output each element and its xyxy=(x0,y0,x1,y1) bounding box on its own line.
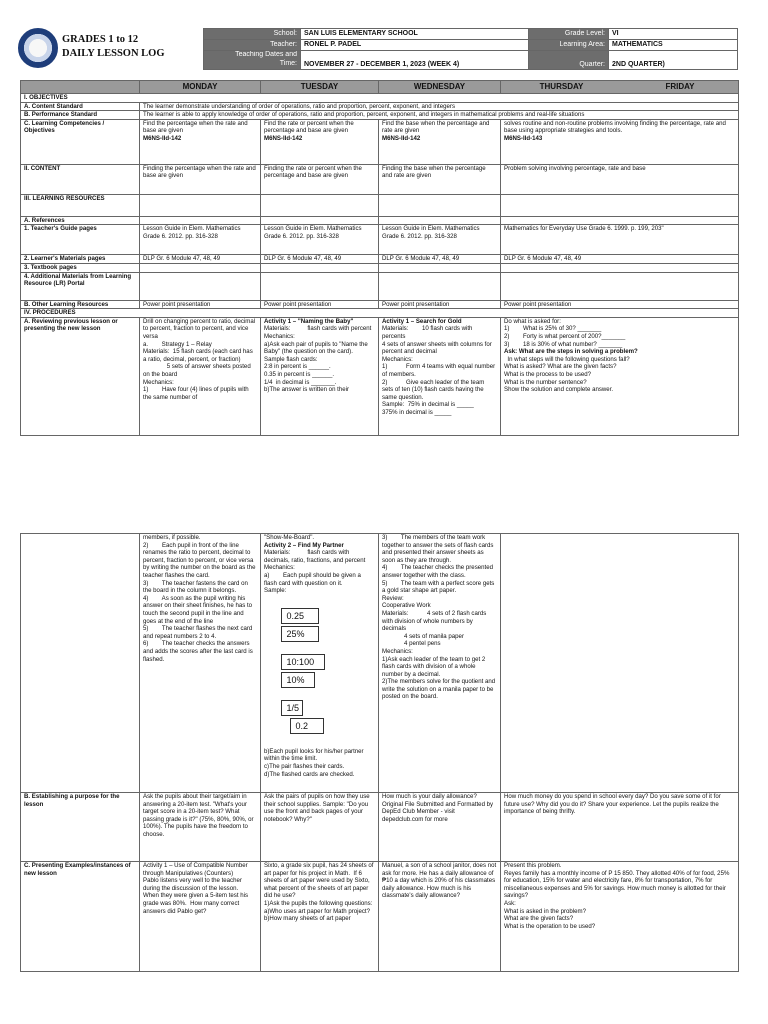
review-thu-line: What is the process to be used? xyxy=(504,370,592,378)
review-mon-cont-line: 6) The teacher checks the answers and adds the scores after the last card is flashed. xyxy=(143,640,255,663)
flash-card: 1/5 xyxy=(281,700,303,716)
olr-thursday: Power point presentation xyxy=(501,300,739,309)
review-wed-line: 375% in decimal is _____ xyxy=(382,408,452,416)
lm-tuesday: DLP Gr. 6 Module 47, 48, 49 xyxy=(261,255,379,264)
content-monday: Finding the percentage when the rate and base are given xyxy=(140,164,261,194)
flash-card: 0.2 xyxy=(290,718,324,734)
presenting-examples-label: C. Presenting Examples/instances of new lesson xyxy=(21,862,140,972)
flash-card: 10% xyxy=(281,672,315,688)
review-mon-line: Drill on changing percent to ratio, decimal to percent, fraction to percent, and vice versa xyxy=(143,317,257,340)
review-tue-cont-line: Sample: xyxy=(264,587,287,595)
review-monday-cont xyxy=(140,534,261,793)
review-tue-title: Activity 1 – "Naming the Baby" xyxy=(264,317,354,325)
corner-cell xyxy=(21,81,140,94)
day-thu-fri xyxy=(501,81,739,94)
continued-label-cell xyxy=(21,534,140,793)
olr-monday: Power point presentation xyxy=(140,300,261,309)
other-resources-label: B. Other Learning Resources xyxy=(21,300,140,309)
lc-monday-text: Find the percentage when the rate and base are given xyxy=(143,119,248,135)
review-mon-line: Mechanics: xyxy=(143,378,174,386)
activity2-title: Activity 2 – Find My Partner xyxy=(264,541,344,549)
review-mon-line: 1) Have four (4) lines of pupils with the same number of xyxy=(143,386,251,401)
review-tue-cont-line: d)The flashed cards are checked. xyxy=(264,770,355,778)
review-tue-cont-line: Mechanics: xyxy=(264,564,295,572)
review-wed-line: 1) Form 4 teams with equal number of members. xyxy=(382,363,497,378)
present-wednesday: Manuel, a son of a school janitor, does not ask for more. He has a daily allowance of ₱10 a day which is 20% of his classmates daily allowance. How much is his classmate's daily allowance? xyxy=(379,862,501,972)
review-wed-cont-line: 1)Ask each leader of the team to get 2 flash cards with division of a whole number by a decimal. xyxy=(382,655,488,678)
flash-card: 10:100 xyxy=(281,654,325,670)
day-friday: FRIDAY xyxy=(665,82,695,91)
teacher-value: RONEL P. PADEL xyxy=(301,40,529,51)
present-thursday xyxy=(501,862,739,972)
review-tuesday xyxy=(261,317,379,435)
review-tue-line: Mechanics: xyxy=(264,332,295,340)
school-value: SAN LUIS ELEMENTARY SCHOOL xyxy=(301,29,529,40)
grade-label: Grade Level: xyxy=(529,29,609,40)
day-monday: MONDAY xyxy=(140,81,261,94)
present-thursday-text: Present this problem. Reyes family has a monthly income of P 15 850. They allotted 40% of for food, 25% for education, 15% for water and electricity fare, 8% for transportation, 7% for miscellaneous expenses and 5% for savings. How much money is allotted for their savings? Ask: What is asked in the problem? What are the given facts? What is the operation to be used? xyxy=(504,862,730,930)
review-wed-cont-line: Review: xyxy=(382,594,404,602)
lc-thursday-text: solves routine and non-routine problems involving finding the percentage, rate and base using appropriate strategies and tools. xyxy=(504,119,726,135)
flash-card: 0.25 xyxy=(281,608,319,624)
review-tue-line: Materials: flash cards with percent xyxy=(264,325,372,333)
review-wed-line: Materials: 10 flash cards with percents xyxy=(382,325,475,340)
learning-competencies-label: C. Learning Competencies / Objectives xyxy=(21,119,140,164)
doc-title-line2: DAILY LESSON LOG xyxy=(62,48,165,59)
procedures-heading: IV. PROCEDURES xyxy=(21,309,739,318)
review-thu-line: Show the solution and complete answer. xyxy=(504,386,614,394)
quarter-value: 2ND QUARTER) xyxy=(609,51,738,70)
flash-card: 25% xyxy=(281,626,319,642)
deped-seal-logo xyxy=(18,28,58,68)
content-thursday: Problem solving involving percentage, rate and base xyxy=(501,164,739,194)
performance-standard-text: The learner is able to apply knowledge of order of operations, ratio and proportion, percent, exponent, and integers in mathematical problems and real-life situations xyxy=(140,111,739,120)
review-wed-cont-line: 4) The teacher checks the presented answer together with the class. xyxy=(382,564,495,579)
lm-wednesday: DLP Gr. 6 Module 47, 48, 49 xyxy=(379,255,501,264)
review-tue-cont-line: b)Each pupil looks for his/her partner within the time limit. xyxy=(264,747,366,763)
day-thursday: THURSDAY xyxy=(539,82,584,91)
review-mon-cont-line: members, if possible. xyxy=(143,534,201,541)
review-mon-cont-line: 3) The teacher fastens the card on the board in the column it belongs. xyxy=(143,579,250,595)
review-tue-line: 0.35 in percent is ______. xyxy=(264,370,335,378)
review-tue-line: 1/4 in decimal is _______. xyxy=(264,378,337,386)
review-tue-line: b)The answer is written on their xyxy=(264,386,350,394)
grade-value: VI xyxy=(609,29,738,40)
review-wed-line: Sample: 75% in decimal is _____ xyxy=(382,401,474,409)
learning-resources-label: III. LEARNING RESOURCES xyxy=(21,194,140,216)
review-thu-line: Do what is asked for: xyxy=(504,317,561,325)
references-label: A. References xyxy=(21,216,140,225)
review-wed-cont-line: 3) The members of the team work together to answer the sets of flash cards and presented their answer sheets as soon as they are through. xyxy=(382,534,496,564)
present-tuesday xyxy=(261,862,379,972)
lesson-log-table-page2 xyxy=(20,533,739,972)
lesson-log-table-page1 xyxy=(20,80,739,436)
review-mon-cont-line: 2) Each pupil in front of the line renames the ratio to percent, decimal to percent, fraction to percent, or vice versa by writing the number on the board as the teacher flashes the card. xyxy=(143,541,258,579)
tg-tuesday: Lesson Guide in Elem. Mathematics Grade 6. 2012. pp. 316-328 xyxy=(261,225,379,255)
present-monday-text: Activity 1 – Use of Compatible Number through Manipulatives (Counters) Pablo listens very well to the teacher during the discussion of the lesson. When they were given a 5-item test his grade was 80%. How many correct answers did Pablo get? xyxy=(143,862,248,915)
review-tue-line: a)Ask each pair of pupils to "Name the Baby" (the question on the card). xyxy=(264,340,370,356)
area-label: Learning Area: xyxy=(529,40,609,51)
review-thu-ask: Ask: What are the steps in solving a problem? xyxy=(504,348,638,356)
lm-thursday: DLP Gr. 6 Module 47, 48, 49 xyxy=(501,255,739,264)
purpose-thursday: How much money do you spend in school every day? Do you save some of it for future use? Why did you do it? Share your experience. Let the pupils realize the importance of being thrifty. xyxy=(501,793,739,862)
review-wed-line: Mechanics: xyxy=(382,355,413,363)
review-mon-line: 5 sets of answer sheets posted on the board xyxy=(143,363,253,378)
dates-label-line1: Teaching Dates and xyxy=(235,51,297,58)
doc-title-line1: GRADES 1 to 12 xyxy=(62,34,139,45)
present-monday xyxy=(140,862,261,972)
lc-tuesday-code: M6NS-IId-142 xyxy=(264,134,303,142)
olr-tuesday: Power point presentation xyxy=(261,300,379,309)
review-tue-line: Sample flash cards: xyxy=(264,355,318,363)
lc-thursday-code: M6NS-IId-143 xyxy=(504,134,543,142)
review-tuesday-cont xyxy=(261,534,379,793)
review-thursday xyxy=(501,317,739,435)
textbook-pages-label: 3. Textbook pages xyxy=(21,263,140,272)
content-label: II. CONTENT xyxy=(21,164,140,194)
objectives-heading: I. OBJECTIVES xyxy=(21,94,739,103)
review-thu-line: 3) 18 is 30% of what number? _______ xyxy=(504,340,623,348)
content-standard-label: A. Content Standard xyxy=(21,102,140,111)
header-info-table xyxy=(203,28,738,70)
sample-flash-cards xyxy=(266,597,375,745)
olr-wednesday: Power point presentation xyxy=(379,300,501,309)
review-wed-cont-line: 2)The members solve for the quotient and write the solution on a manila paper to be posted on the board. xyxy=(382,678,497,701)
review-tue-cont-line: Materials: flash cards with decimals, ratio, fractions, and percent xyxy=(264,549,366,564)
dates-label xyxy=(204,51,301,70)
review-wednesday-cont xyxy=(379,534,501,793)
lc-wednesday-text: Find the base when the percentage and rate are given xyxy=(382,119,490,135)
lc-monday xyxy=(140,119,261,164)
day-header-row xyxy=(21,81,739,94)
quarter-label: Quarter: xyxy=(529,51,609,70)
performance-standard-label: B. Performance Standard xyxy=(21,111,140,120)
content-tuesday: Finding the rate or percent when the percentage and base are given xyxy=(261,164,379,194)
dates-label-line2: Time: xyxy=(279,59,297,67)
present-tuesday-text: Sixto, a grade six pupil, has 24 sheets of art paper for his project in Math. If 6 sheets of art paper were used by Sixto, what percent of the sheets of art paper did he use? 1)Ask the pupils the following questions: a)Who uses art paper for Math project? b)How many sheets of art paper xyxy=(264,862,374,923)
review-monday xyxy=(140,317,261,435)
tg-wednesday: Lesson Guide in Elem. Mathematics Grade 6. 2012. pp. 316-328 xyxy=(379,225,501,255)
learners-materials-label: 2. Learner's Materials pages xyxy=(21,255,140,264)
lc-tuesday-text: Find the rate or percent when the percentage and base are given xyxy=(264,119,354,135)
review-mon-line: Materials: 15 flash cards (each card has a ratio, decimal, percent, or fraction) xyxy=(143,348,255,363)
review-wed-cont-line: 4 pentel pens xyxy=(382,640,441,648)
establishing-purpose-label: B. Establishing a purpose for the lesson xyxy=(21,793,140,862)
dates-value: NOVEMBER 27 - DECEMBER 1, 2023 (WEEK 4) xyxy=(301,51,529,70)
review-wednesday xyxy=(379,317,501,435)
review-wed-cont-line: Materials: 4 sets of 2 flash cards with division of whole numbers by decimals xyxy=(382,609,489,633)
school-label: School: xyxy=(204,29,301,40)
tg-thursday: Mathematics for Everyday Use Grade 6. 1999. p. 199, 203" xyxy=(501,225,739,255)
review-wed-line: 4 sets of answer sheets with columns for percent and decimal xyxy=(382,340,494,356)
teachers-guide-label: 1. Teacher's Guide pages xyxy=(21,225,140,255)
review-wed-title: Activity 1 – Search for Gold xyxy=(382,317,462,325)
review-wed-cont-line: 5) The team with a perfect score gets a gold star shape art paper. xyxy=(382,579,497,595)
review-tue-cont-line: c)The pair flashes their cards. xyxy=(264,762,345,770)
review-tue-line: 2:8 in percent is ______. xyxy=(264,363,331,371)
content-wednesday: Finding the base when the percentage and rate are given xyxy=(379,164,501,194)
review-tue-cont-line: a) Each pupil should be given a flash card with question on it. xyxy=(264,571,363,587)
purpose-monday: Ask the pupils about their target/aim in answering a 20-item test. "What's your target score in a 20-item test? What passing grade is it?" (75%, 80%, 90%, or 100%). The pupils have the freedom to choose. xyxy=(140,793,261,862)
content-standard-text: The learner demonstrate understanding of order of operations, ratio and proportion, percent, exponent, and integers xyxy=(140,102,739,111)
review-wed-cont-line: Mechanics: xyxy=(382,647,413,655)
lc-tuesday xyxy=(261,119,379,164)
additional-materials-label: 4. Additional Materials from Learning Resource (LR) Portal xyxy=(21,272,140,300)
reviewing-lesson-label: A. Reviewing previous lesson or presenting the new lesson xyxy=(21,317,140,435)
review-thu-line: In what steps will the following questions fall? xyxy=(504,355,630,363)
review-wed-cont-line: Cooperative Work xyxy=(382,602,431,610)
teacher-label: Teacher: xyxy=(204,40,301,51)
review-thu-line: 1) What is 25% of 30? _______ xyxy=(504,325,602,333)
review-thursday-cont xyxy=(501,534,739,793)
purpose-tuesday: Ask the pairs of pupils on how they use their school supplies. Sample: "Do you use the front and back pages of your notebook? Why?" xyxy=(261,793,379,862)
lm-monday: DLP Gr. 6 Module 47, 48, 49 xyxy=(140,255,261,264)
area-value: MATHEMATICS xyxy=(609,40,738,51)
review-tue-cont-line: "Show-Me-Board". xyxy=(264,534,315,541)
review-thu-line: What is asked? What are the given facts? xyxy=(504,363,617,371)
review-wed-cont-line: 4 sets of manila paper xyxy=(382,632,464,640)
purpose-wednesday xyxy=(379,793,501,862)
review-thu-line: 2) Forty is what percent of 200?_______ xyxy=(504,332,626,340)
review-wed-line: 2) Give each leader of the team sets of ten (10) flash cards having the same question. xyxy=(382,378,486,401)
purpose-wednesday-text: How much is your daily allowance? Original File Submitted and Formatted by DepEd Club Member - visit depedclub.com for more xyxy=(382,793,494,823)
day-tuesday: TUESDAY xyxy=(261,81,379,94)
lc-wednesday xyxy=(379,119,501,164)
review-mon-cont-line: 5) The teacher flashes the next card and repeat numbers 2 to 4. xyxy=(143,625,254,640)
review-mon-cont-line: 4) As soon as the pupil writing his answer on their sheet finishes, he has to touch the second pupil in the line and goes at the end of the line xyxy=(143,594,254,625)
tg-monday: Lesson Guide in Elem. Mathematics Grade 6. 2012. pp. 316-328 xyxy=(140,225,261,255)
lc-thursday xyxy=(501,119,739,164)
day-wednesday: WEDNESDAY xyxy=(379,81,501,94)
lc-monday-code: M6NS-IId-142 xyxy=(143,134,182,142)
lc-wednesday-code: M6NS-IId-142 xyxy=(382,134,421,142)
review-mon-line: a. Strategy 1 – Relay xyxy=(143,340,212,348)
review-thu-line: What is the number sentence? xyxy=(504,378,587,386)
